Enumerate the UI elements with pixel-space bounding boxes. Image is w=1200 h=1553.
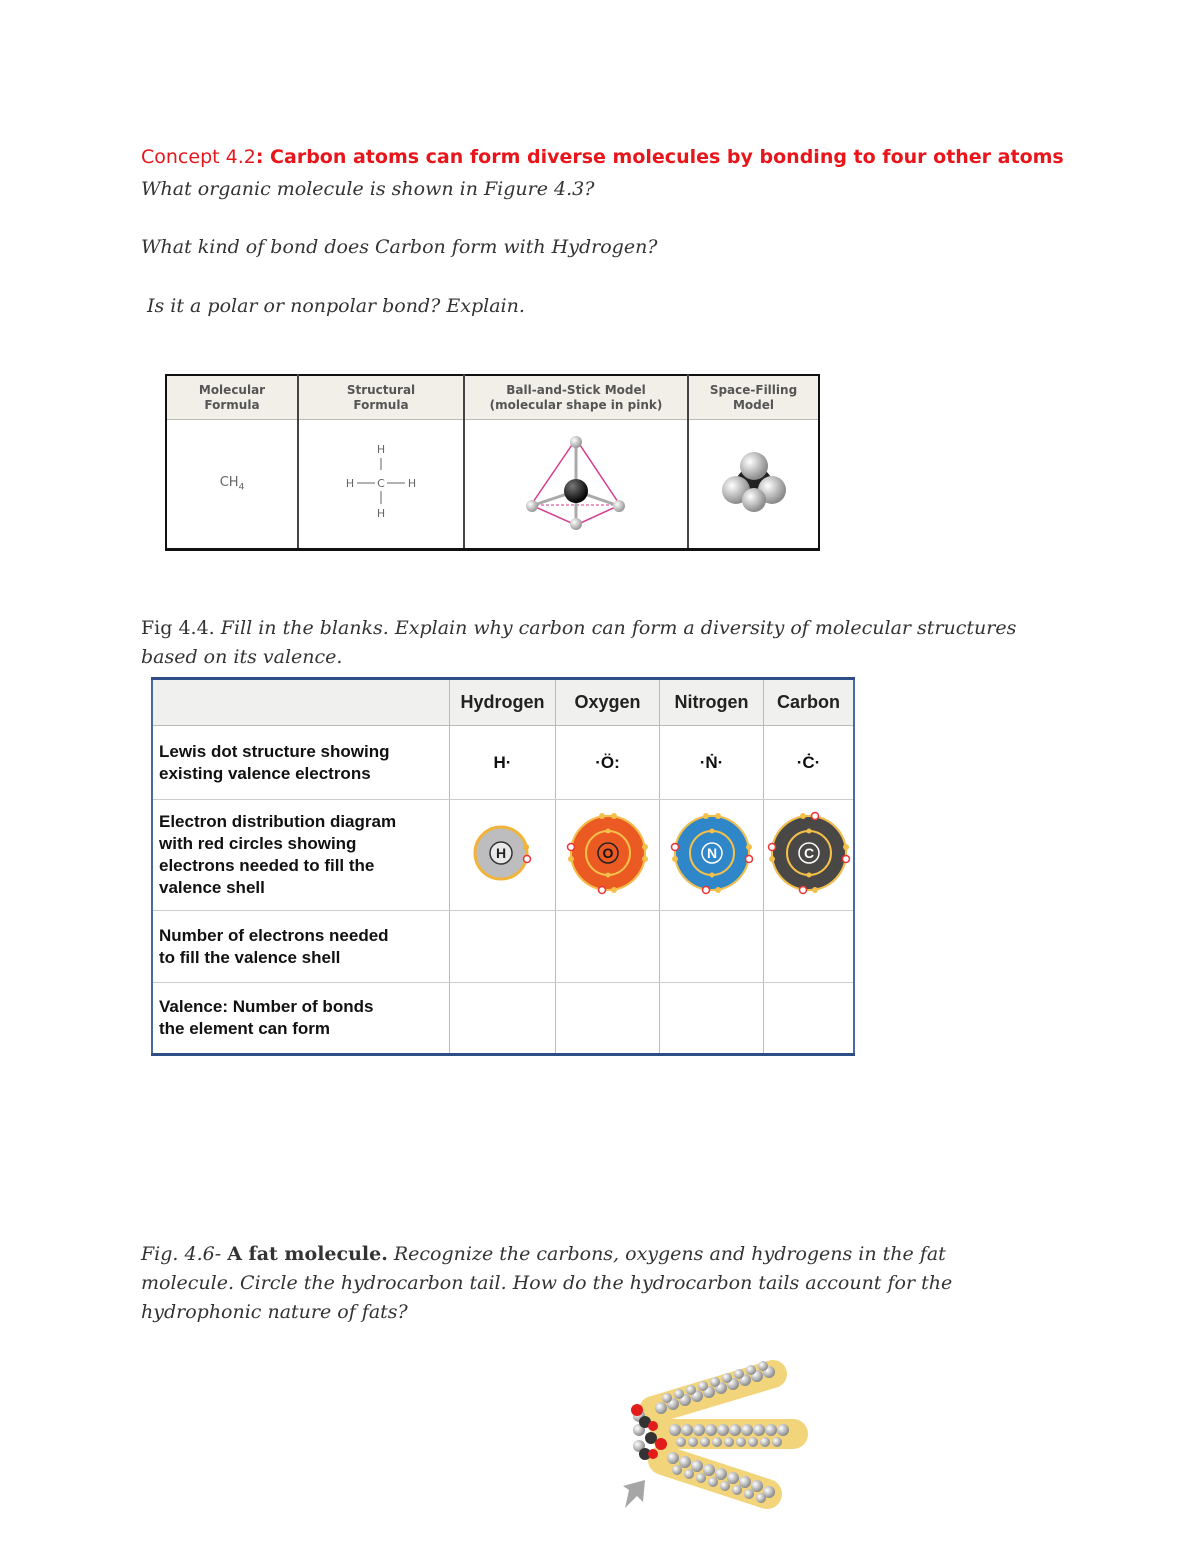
fig44-text: Fill in the blanks. Explain why carbon can form a diversity of molecular structures based on its valence. xyxy=(141,617,1017,668)
col-oxygen: Oxygen xyxy=(556,679,660,726)
concept-label: Concept 4.2 xyxy=(141,146,256,168)
space-filling-model xyxy=(714,442,794,522)
blank-valence-nitrogen[interactable] xyxy=(660,983,764,1055)
blank-valence-hydrogen[interactable] xyxy=(450,983,556,1055)
lewis-nitrogen: ·Ṅ· xyxy=(660,726,764,800)
blank-electrons-hydrogen[interactable] xyxy=(450,911,556,983)
fig44-caption xyxy=(141,614,1021,672)
header-ball-and-stick: Ball-and-Stick Model (molecular shape in pink) xyxy=(464,375,688,420)
hydrogen-ball-left xyxy=(526,500,538,512)
carbon-nucleus-label: C xyxy=(803,844,814,861)
fig44-label: Fig 4.4. xyxy=(141,617,215,639)
col-hydrogen: Hydrogen xyxy=(450,679,556,726)
hydrogen-nucleus-label: H xyxy=(495,844,506,861)
diagram-carbon xyxy=(764,800,855,911)
question-1: What organic molecule is shown in Figure 4.3? xyxy=(141,178,595,200)
valence-table xyxy=(151,677,855,1056)
header-space-filling: Space-Filling Model xyxy=(688,375,819,420)
carbon-ball xyxy=(564,479,588,503)
structural-formula-cell xyxy=(298,420,464,550)
question-3: Is it a polar or nonpolar bond? Explain. xyxy=(147,295,525,317)
diagram-oxygen xyxy=(556,800,660,911)
concept-heading xyxy=(141,146,1064,168)
row-label-electrons-needed: Number of electrons needed to fill the valence shell xyxy=(152,911,450,983)
hydrogen-ball-right xyxy=(613,500,625,512)
header-structural-formula: Structural Formula xyxy=(298,375,464,420)
molecular-formula-cell xyxy=(166,420,298,550)
hydrogen-ball-bottom xyxy=(570,518,582,530)
fig46-caption xyxy=(141,1240,1011,1327)
row-label-lewis: Lewis dot structure showing existing valence electrons xyxy=(152,726,450,800)
header-molecular-formula: Molecular Formula xyxy=(166,375,298,420)
diagram-nitrogen xyxy=(660,800,764,911)
struct-h-bottom: H xyxy=(376,507,386,520)
question-2: What kind of bond does Carbon form with Hydrogen? xyxy=(141,236,658,258)
pointer-arrow-icon xyxy=(623,1480,645,1508)
struct-h-right: H xyxy=(407,477,417,490)
molecular-formula-subscript: 4 xyxy=(238,482,245,493)
struct-h-top: H xyxy=(376,443,386,456)
lewis-hydrogen: H· xyxy=(450,726,556,800)
col-nitrogen: Nitrogen xyxy=(660,679,764,726)
fig46-bold: A fat molecule. xyxy=(227,1243,388,1265)
molecular-formula: CH xyxy=(219,475,239,491)
blank-electrons-carbon[interactable] xyxy=(764,911,855,983)
concept-title: : Carbon atoms can form diverse molecules by bonding to four other atoms xyxy=(255,146,1064,168)
space-filling-cell xyxy=(688,420,819,550)
structural-formula-diagram xyxy=(336,437,426,527)
struct-c-center: C xyxy=(377,477,385,490)
row-label-electron-diagram: Electron distribution diagram with red circles showing electrons needed to fill the valence shell xyxy=(152,800,450,911)
struct-h-left: H xyxy=(345,477,355,490)
diagram-hydrogen xyxy=(450,800,556,911)
blank-electrons-oxygen[interactable] xyxy=(556,911,660,983)
oxygen-nucleus-label: O xyxy=(602,844,613,861)
col-carbon: Carbon xyxy=(764,679,855,726)
nitrogen-nucleus-label: N xyxy=(706,844,717,861)
nitrogen-electron-diagram xyxy=(670,811,754,895)
ball-and-stick-cell xyxy=(464,420,688,550)
corner-cell xyxy=(152,679,450,726)
blank-electrons-nitrogen[interactable] xyxy=(660,911,764,983)
lewis-carbon: ·Ċ· xyxy=(764,726,855,800)
fat-molecule-diagram xyxy=(615,1358,815,1514)
hydrocarbon-tail-bottom xyxy=(663,1460,767,1494)
carbon-electron-diagram xyxy=(767,811,851,895)
blank-valence-carbon[interactable] xyxy=(764,983,855,1055)
blank-valence-oxygen[interactable] xyxy=(556,983,660,1055)
hydrogen-electron-diagram xyxy=(471,821,535,885)
fig46-text: Recognize the carbons, oxygens and hydrogens in the fat molecule. Circle the hydrocarbon tail. How do the hydrocarbon tails account for the hydrophonic nature of fats? xyxy=(141,1243,953,1323)
methane-figure-table xyxy=(165,374,820,551)
oxygen-electron-diagram xyxy=(566,811,650,895)
hydrogen-ball-top xyxy=(570,436,582,448)
fig46-label: Fig. 4.6- xyxy=(141,1243,222,1265)
row-label-valence: Valence: Number of bonds the element can form xyxy=(152,983,450,1055)
lewis-oxygen: ·Ö: xyxy=(556,726,660,800)
ball-and-stick-model xyxy=(516,427,636,537)
